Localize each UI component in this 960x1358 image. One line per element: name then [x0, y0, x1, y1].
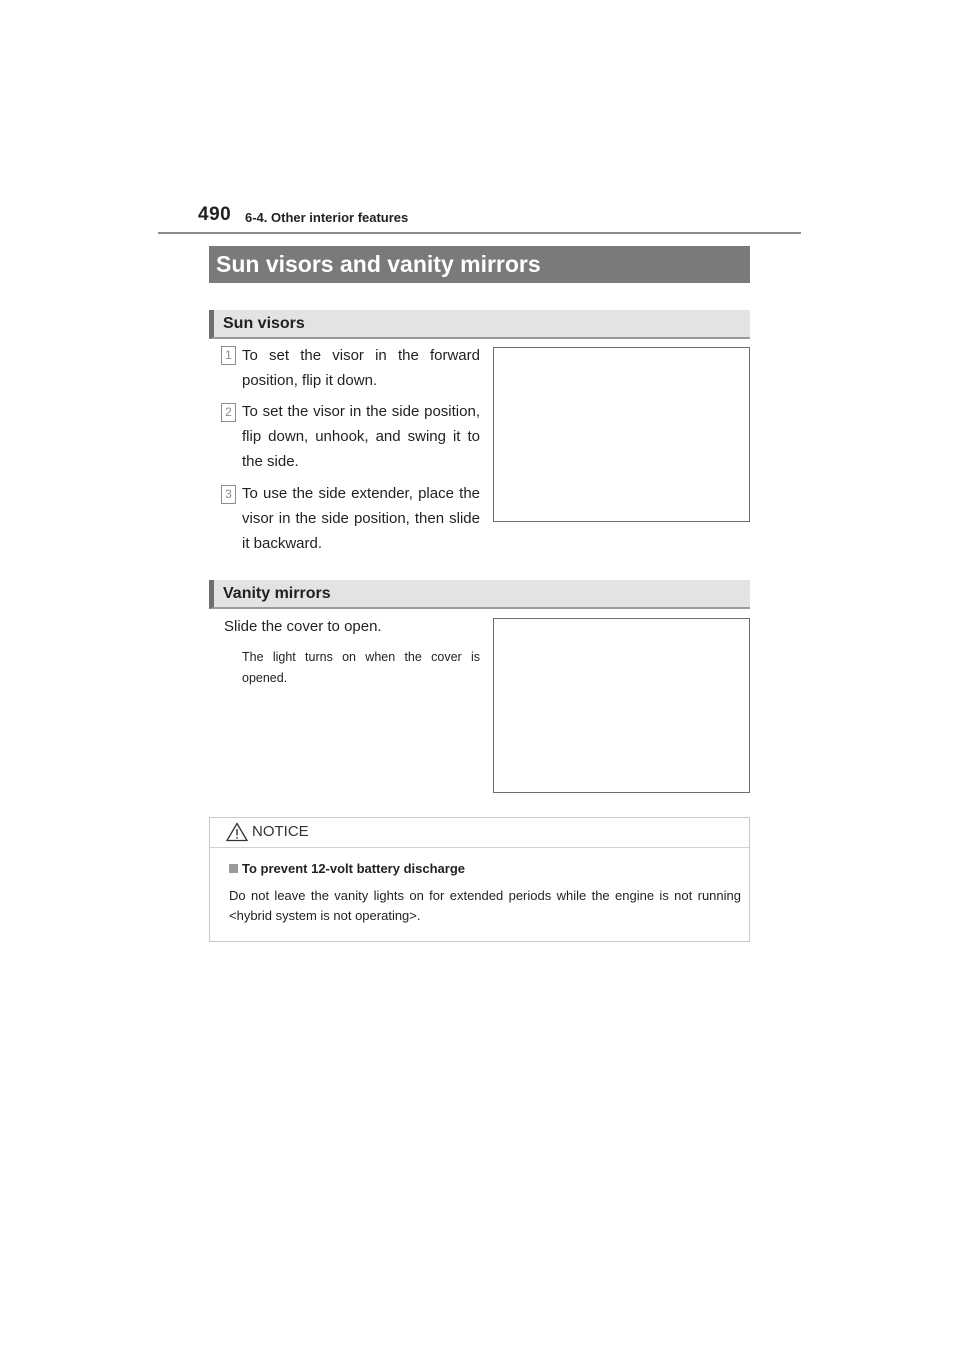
- warning-triangle-icon: [226, 822, 248, 842]
- step-2-text: To set the visor in the side position, flip down, unhook, and swing it to the side.: [242, 403, 480, 470]
- vanity-mirrors-heading: Vanity mirrors: [209, 580, 750, 609]
- sun-visor-illustration: [493, 347, 750, 522]
- step-3-text: To use the side extender, place the visor in the side position, then slide it backward.: [242, 485, 480, 552]
- vanity-light-note: The light turns on when the cover is opened.: [242, 650, 480, 685]
- step-2-number: 2: [221, 403, 236, 422]
- step-1-text: To set the visor in the forward position, flip it down.: [242, 347, 480, 389]
- square-bullet-icon: [229, 864, 238, 873]
- vanity-mirror-illustration: [493, 618, 750, 793]
- step-3-number: 3: [221, 485, 236, 504]
- header-divider: [158, 232, 801, 234]
- section-reference: 6-4. Other interior features: [245, 210, 409, 225]
- notice-item-title: [229, 861, 465, 876]
- page-title: Sun visors and vanity mirrors: [209, 246, 750, 283]
- vanity-instruction: Slide the cover to open.: [224, 618, 382, 635]
- sun-visors-heading: Sun visors: [209, 310, 750, 339]
- page-number: 490: [198, 204, 232, 225]
- step-1-number: 1: [221, 346, 236, 365]
- notice-divider: [210, 847, 749, 848]
- notice-label: NOTICE: [252, 823, 309, 840]
- notice-item-title-text: To prevent 12-volt battery discharge: [242, 861, 465, 876]
- notice-item-body: Do not leave the vanity lights on for extended periods while the engine is not running <hybrid system is not operating>.: [229, 888, 741, 923]
